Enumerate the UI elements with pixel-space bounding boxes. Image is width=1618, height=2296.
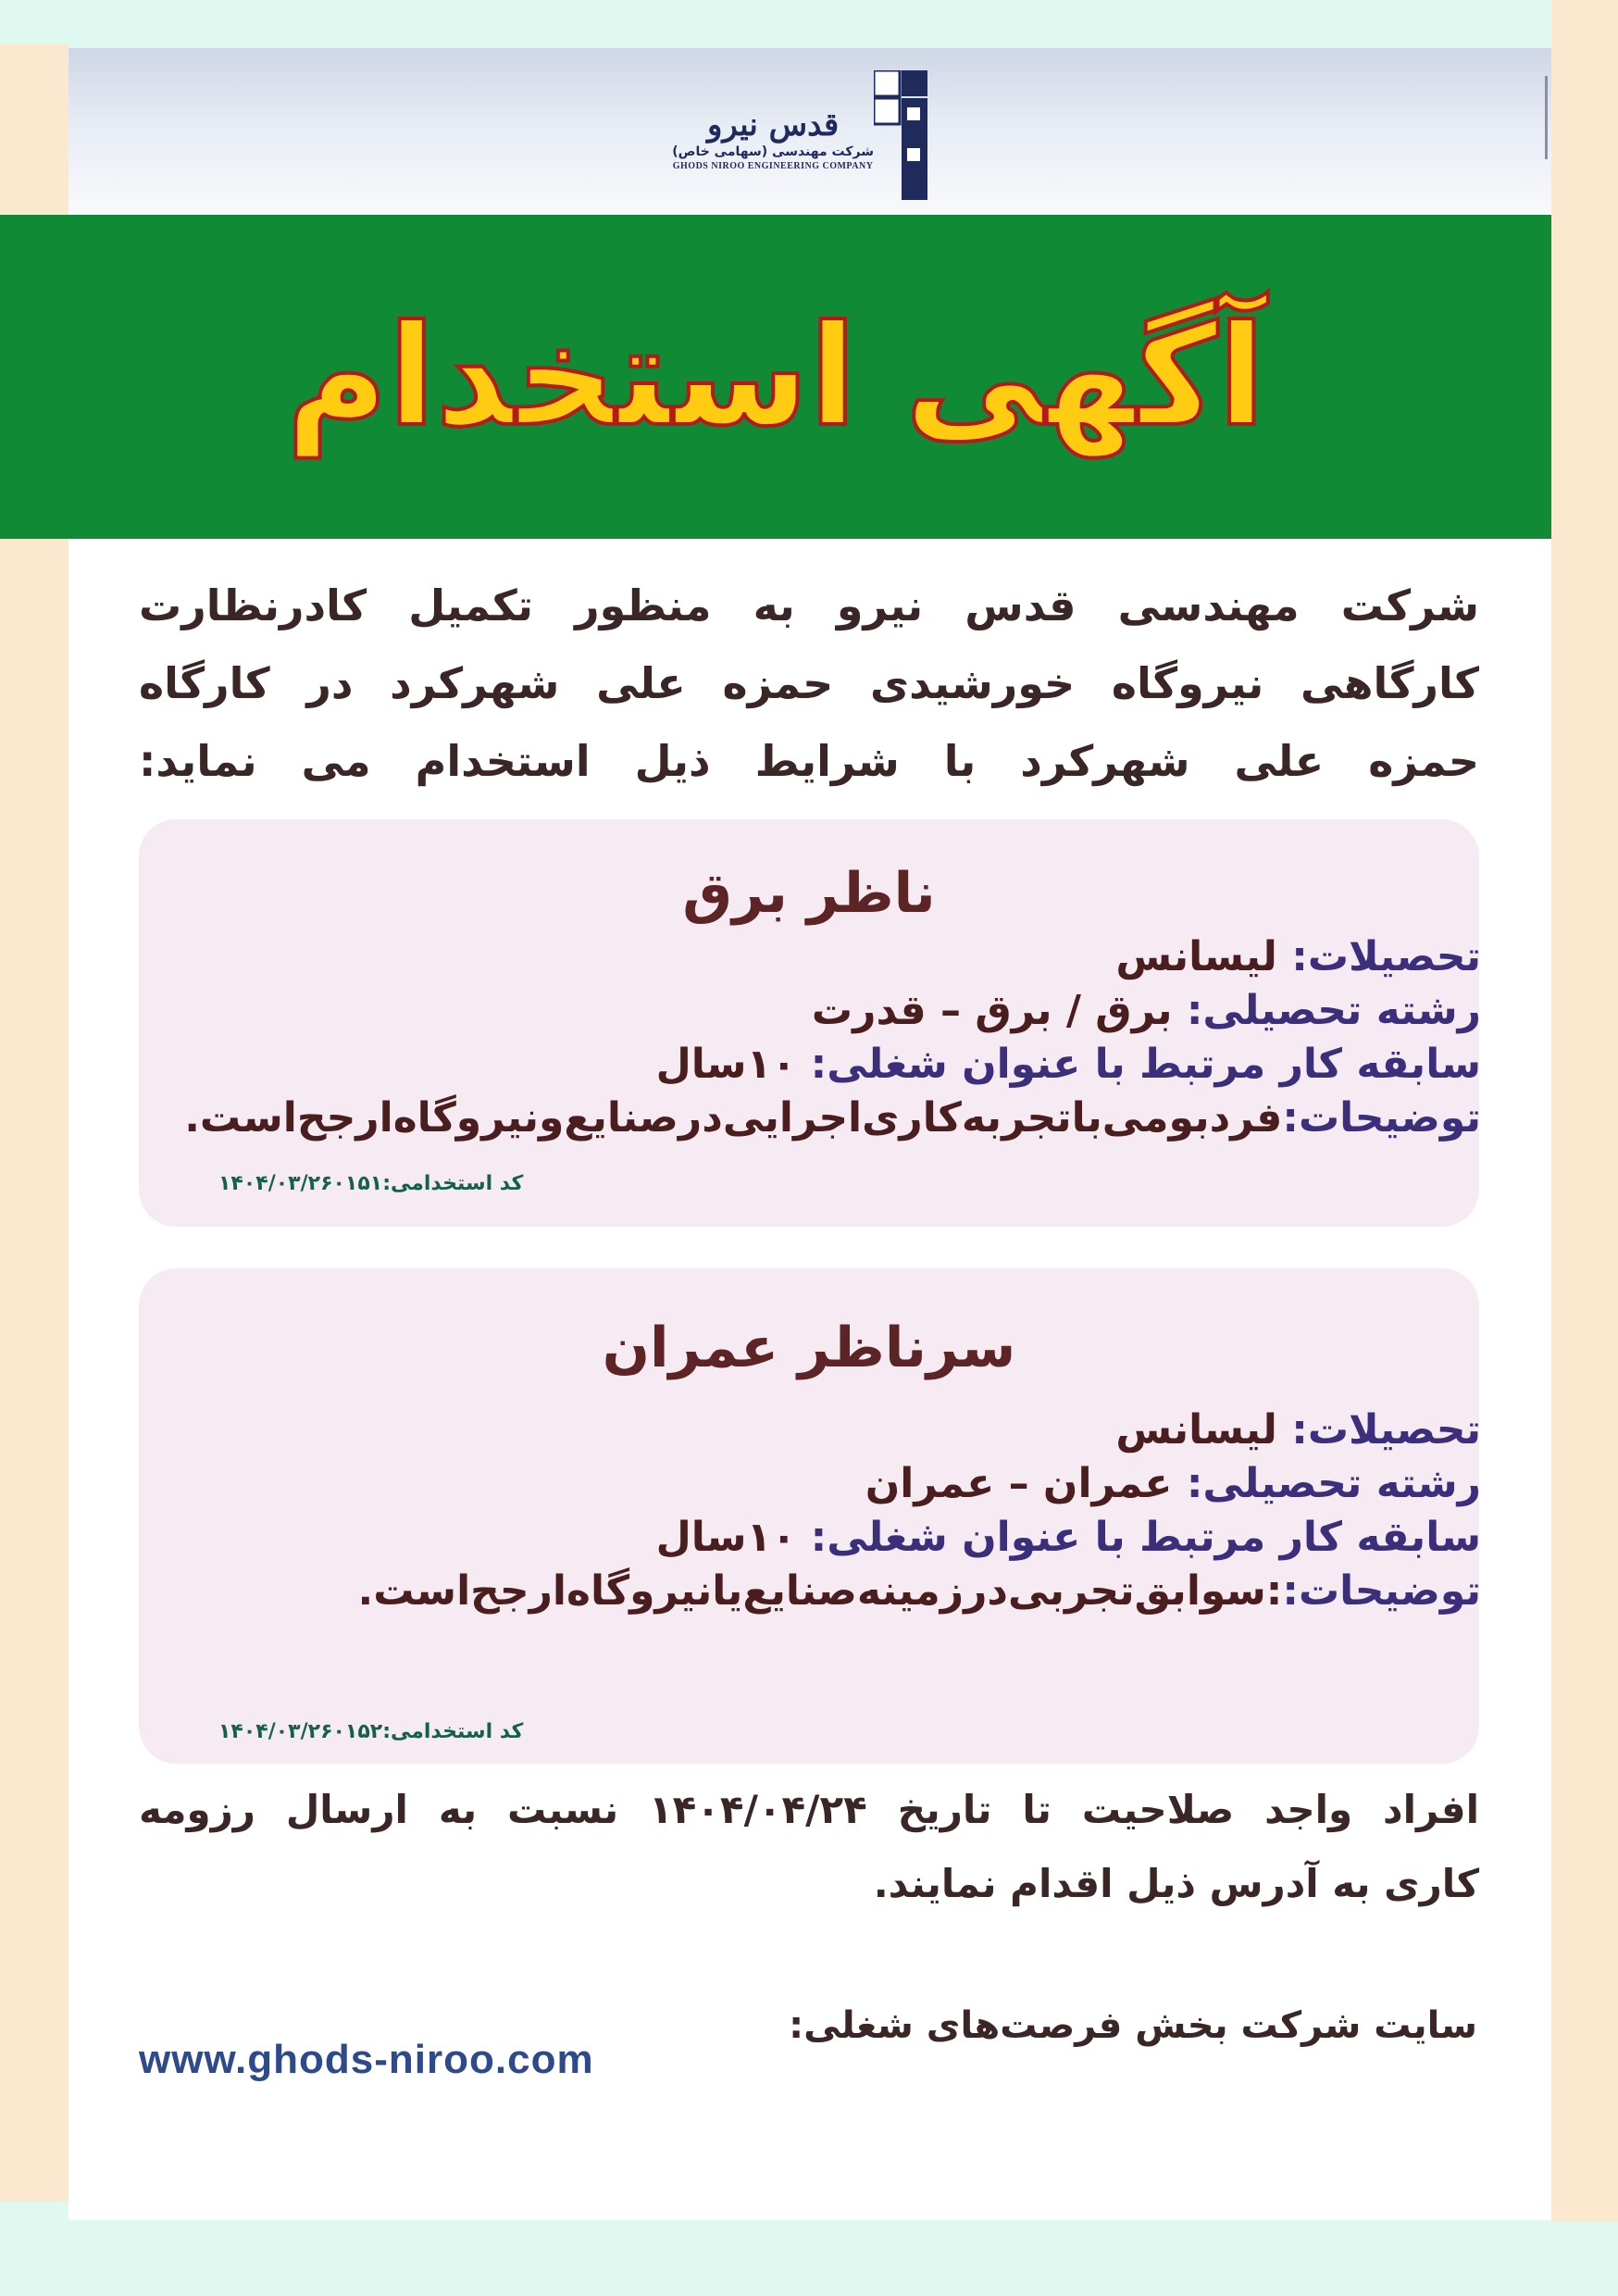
headline: آگهی استخدام <box>286 296 1265 457</box>
headline-band <box>0 215 1551 539</box>
education-value: لیسانس <box>1115 933 1277 980</box>
header-edge-mark <box>1545 76 1548 159</box>
education-label: تحصیلات: <box>1291 1406 1481 1454</box>
experience-label: سابقه کار مرتبط با عنوان شغلی: <box>810 1514 1481 1561</box>
field-value: عمران – عمران <box>865 1460 1173 1507</box>
experience-value: ۱۰سال <box>655 1514 797 1561</box>
logo-subtitle: شرکت مهندسی (سهامی خاص) <box>672 144 874 159</box>
notes-value: فردبومی‌باتجربه‌کاری‌اجرایی‌درصنایع‌ونیروگاه‌ارجح‌است. <box>184 1094 1283 1142</box>
job-code-value: ۱۴۰۴/۰۳/۲۶۰۱۵۲ <box>218 1720 383 1743</box>
deadline-line: افراد واجد صلاحیت تا تاریخ ۱۴۰۴/۰۴/۲۴ نسبت به ارسال رزومه <box>139 1787 1479 1832</box>
job-card-electrical <box>139 819 1479 1227</box>
field-label: رشته تحصیلی: <box>1186 1460 1481 1507</box>
education-value: لیسانس <box>1115 1406 1277 1454</box>
notes-row <box>139 1565 1481 1618</box>
job-code-label: کد استخدامی: <box>382 1720 524 1743</box>
deadline-paragraph <box>139 1773 1479 1921</box>
logo-name-fa: قدس نیرو <box>706 106 840 144</box>
logo-text <box>672 107 874 171</box>
education-row <box>139 930 1481 984</box>
notes-label: توضیحات: <box>1282 1094 1481 1142</box>
notes-label: توضیحات: <box>1282 1567 1481 1615</box>
job-title: سرناظر عمران <box>602 1316 1016 1380</box>
intro-paragraph <box>139 567 1479 800</box>
field-row <box>139 984 1481 1038</box>
notes-row <box>139 1092 1481 1145</box>
experience-label: سابقه کار مرتبط با عنوان شغلی: <box>810 1041 1481 1088</box>
education-row <box>139 1404 1481 1457</box>
intro-line: حمزه علی شهرکرد با شرایط ذیل استخدام می نماید: <box>139 736 1479 786</box>
site-label: سایت شرکت بخش فرصت‌های شغلی: <box>789 2004 1477 2047</box>
company-logo <box>615 70 976 200</box>
job-card-civil <box>139 1268 1479 1764</box>
job-title: ناظر برق <box>682 861 936 926</box>
experience-row <box>139 1038 1481 1092</box>
job-details <box>139 1404 1481 1618</box>
job-code <box>218 1720 523 1743</box>
field-label: رشته تحصیلی: <box>1186 987 1481 1034</box>
job-code <box>218 1172 523 1195</box>
experience-row <box>139 1511 1481 1565</box>
job-code-value: ۱۴۰۴/۰۳/۲۶۰۱۵۱ <box>218 1172 383 1195</box>
job-code-label: کد استخدامی: <box>382 1172 524 1195</box>
experience-value: ۱۰سال <box>655 1041 797 1088</box>
field-value: برق / برق – قدرت <box>811 987 1173 1034</box>
field-row <box>139 1457 1481 1511</box>
job-details <box>139 930 1481 1145</box>
deadline-line: کاری به آدرس ذیل اقدام نمایند. <box>873 1861 1479 1906</box>
header-band <box>68 48 1551 213</box>
logo-name-en: GHODS NIROO ENGINEERING COMPANY <box>672 161 874 171</box>
company-logo-squares-icon <box>874 70 976 200</box>
education-label: تحصیلات: <box>1291 933 1481 980</box>
right-border-strip <box>1551 0 1618 2222</box>
intro-line: کارگاهی نیروگاه خورشیدی حمزه علی شهرکرد در کارگاه <box>139 658 1479 708</box>
site-url-link[interactable]: www.ghods-niroo.com <box>139 2037 594 2082</box>
intro-line: شرکت مهندسی قدس نیرو به منظور تکمیل کادرنظارت <box>139 580 1479 630</box>
notes-value: :سوابق‌تجربی‌درزمینه‌صنایع‌یانیروگاه‌ارجح‌است. <box>357 1567 1283 1615</box>
